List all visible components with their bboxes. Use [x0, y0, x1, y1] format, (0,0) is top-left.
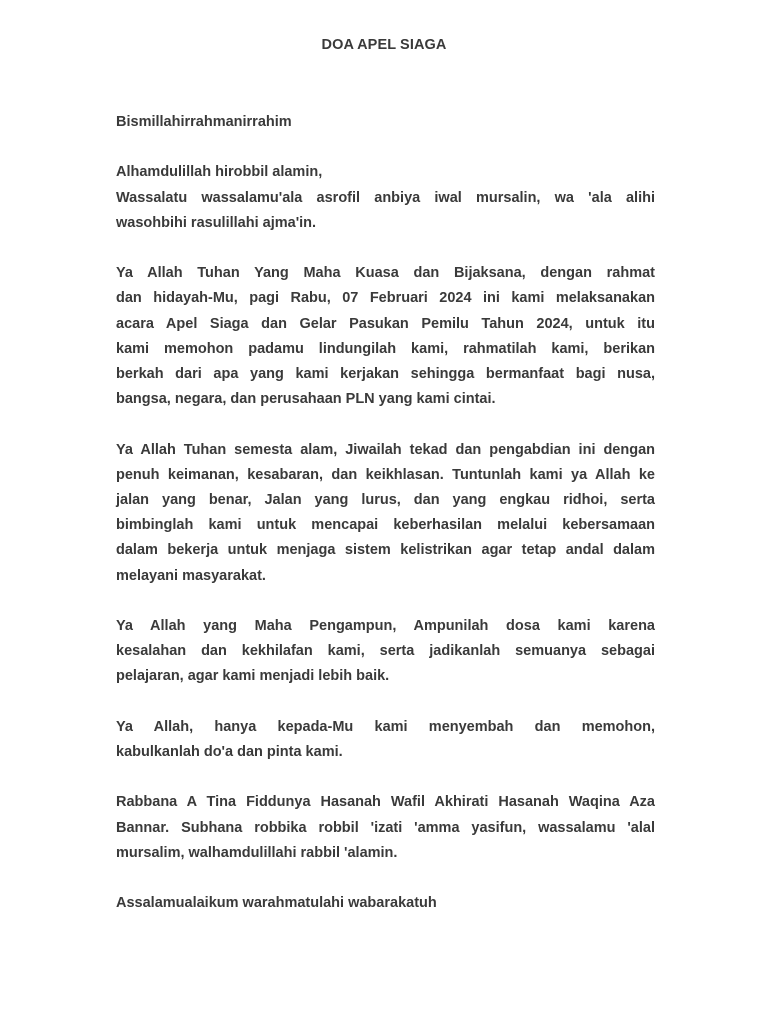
closing-text: Assalamualaikum warahmatulahi wabarakatuh: [116, 895, 437, 912]
paragraph-3-line: kesalahan dan kekhilafan kami, serta jadikanlah semuanya sebagai: [116, 643, 655, 660]
paragraph-3-line: pelajaran, agar kami menjadi lebih baik.: [116, 668, 390, 685]
prayer-paragraph-1: [116, 261, 655, 412]
paragraph-2-line: Ya Allah Tuhan semesta alam, Jiwailah tekad dan pengabdian ini dengan: [116, 441, 655, 458]
prayer-paragraph-3: [116, 614, 655, 690]
prayer-paragraph-2: [116, 438, 655, 589]
prayer-paragraph-4: [116, 715, 655, 765]
paragraph-5-line: Bannar. Subhana robbika robbil 'izati 'amma yasifun, wassalamu 'alal: [116, 819, 655, 836]
opening-text: Bismillahirrahmanirrahim: [116, 114, 292, 130]
paragraph-4-line: kabulkanlah do'a dan pinta kami.: [116, 744, 343, 760]
praise-line-3: wasohbihi rasulillahi ajma'in.: [116, 214, 317, 231]
paragraph-3-line: Ya Allah yang Maha Pengampun, Ampunilah dosa kami karena: [116, 618, 655, 634]
opening-line: [116, 110, 655, 135]
paragraph-5-line: Rabbana A Tina Fiddunya Hasanah Wafil Akhirati Hasanah Waqina Aza: [116, 794, 655, 811]
paragraph-2-line: bimbinglah kami untuk mencapai keberhasilan melalui kebersamaan: [116, 517, 655, 534]
document-title: DOA APEL SIAGA: [321, 37, 447, 53]
praise-line-2: Wassalatu wassalamu'ala asrofil anbiya iwal mursalin, wa 'ala alihi: [116, 189, 655, 206]
document-body: [116, 110, 655, 942]
prayer-paragraph-5: [116, 790, 655, 866]
paragraph-2-line: dalam bekerja untuk menjaga sistem kelistrikan agar tetap andal dalam: [116, 542, 655, 559]
paragraph-1-line: acara Apel Siaga dan Gelar Pasukan Pemilu Tahun 2024, untuk itu: [116, 315, 655, 332]
paragraph-2-line: penuh keimanan, kesabaran, dan keikhlasan. Tuntunlah kami ya Allah ke: [116, 466, 655, 483]
paragraph-5-line: mursalim, walhamdulillahi rabbil 'alamin.: [116, 844, 398, 861]
closing-line: [116, 891, 655, 916]
paragraph-1-line: Ya Allah Tuhan Yang Maha Kuasa dan Bijaksana, dengan rahmat: [116, 265, 655, 282]
paragraph-4-line: Ya Allah, hanya kepada-Mu kami menyembah dan memohon,: [116, 718, 655, 735]
paragraph-2-line: melayani masyarakat.: [116, 567, 266, 584]
paragraph-1-line: berkah dari apa yang kami kerjakan sehingga bermanfaat bagi nusa,: [116, 366, 655, 382]
paragraph-1-line: dan hidayah-Mu, pagi Rabu, 07 Februari 2024 ini kami melaksanakan: [116, 290, 655, 307]
praise-paragraph: [116, 160, 655, 236]
paragraph-1-line: kami memohon padamu lindungilah kami, rahmatilah kami, berikan: [116, 340, 655, 357]
paragraph-1-line: bangsa, negara, dan perusahaan PLN yang kami cintai.: [116, 391, 496, 408]
paragraph-2-line: jalan yang benar, Jalan yang lurus, dan yang engkau ridhoi, serta: [116, 492, 655, 508]
praise-line-1: Alhamdulillah hirobbil alamin,: [116, 164, 323, 181]
